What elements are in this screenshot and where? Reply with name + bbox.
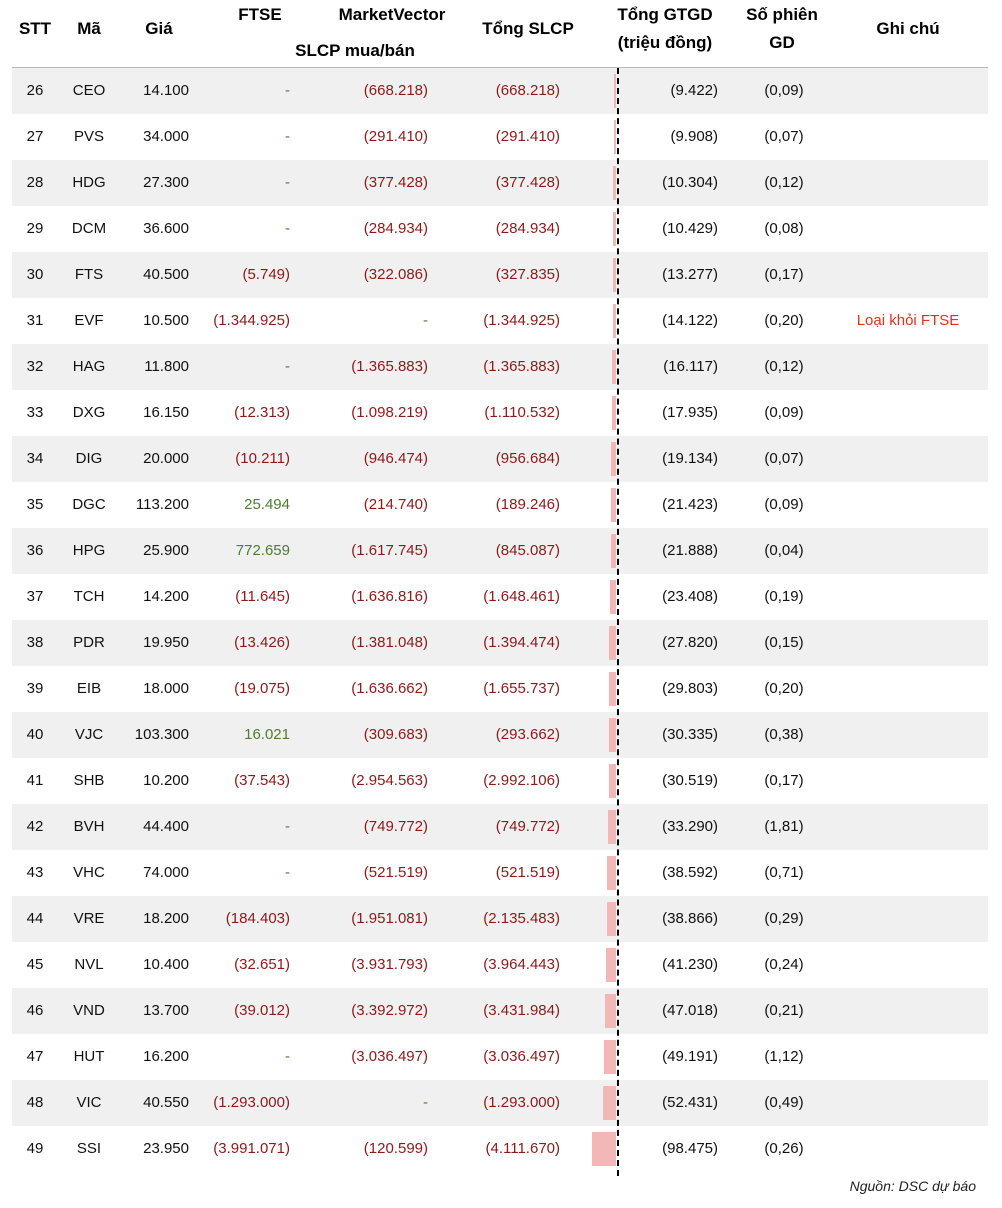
cell-tong-gtgd: (14.122) — [662, 312, 718, 329]
table-row — [12, 988, 988, 1034]
gtgd-bar — [613, 304, 616, 338]
gtgd-bar — [605, 994, 616, 1028]
cell-tong-slcp: (1.648.461) — [483, 588, 560, 605]
cell-tong-gtgd: (10.429) — [662, 220, 718, 237]
cell-stt: 39 — [26, 680, 44, 697]
cell-marketvector: (1.098.219) — [351, 404, 428, 421]
col-header-stt: STT — [18, 19, 52, 38]
cell-tong-gtgd: (13.277) — [662, 266, 718, 283]
cell-gia: 18.200 — [143, 910, 189, 927]
cell-ma: SHB — [73, 772, 105, 789]
cell-marketvector: (3.931.793) — [351, 956, 428, 973]
cell-ma: HPG — [72, 542, 106, 559]
cell-so-phien: (0,04) — [764, 542, 804, 559]
cell-marketvector: (1.636.662) — [351, 680, 428, 697]
cell-ma: HDG — [72, 174, 106, 191]
gtgd-bar — [606, 948, 616, 982]
cell-so-phien: (0,21) — [764, 1002, 804, 1019]
cell-stt: 41 — [26, 772, 44, 789]
cell-ma: NVL — [74, 956, 104, 973]
table-row — [12, 850, 988, 896]
cell-marketvector: (521.519) — [363, 864, 428, 881]
table-row — [12, 436, 988, 482]
cell-gia: 18.000 — [143, 680, 189, 697]
cell-so-phien: (0,29) — [764, 910, 804, 927]
cell-gia: 103.300 — [134, 726, 189, 743]
col-header-so-phien: Số phiên — [746, 5, 818, 24]
cell-tong-slcp: (291.410) — [495, 128, 560, 145]
gtgd-bar — [612, 396, 616, 430]
cell-stt: 42 — [26, 818, 44, 835]
cell-marketvector: (322.086) — [363, 266, 428, 283]
cell-tong-gtgd: (21.888) — [662, 542, 718, 559]
cell-ma: HUT — [73, 1048, 105, 1065]
gtgd-bar — [609, 718, 616, 752]
cell-ftse: (37.543) — [234, 772, 290, 789]
cell-stt: 28 — [26, 174, 44, 191]
cell-stt: 27 — [26, 128, 44, 145]
cell-so-phien: (1,81) — [764, 818, 804, 835]
cell-gia: 74.000 — [143, 864, 189, 881]
cell-ma: BVH — [73, 818, 105, 835]
cell-so-phien: (0,20) — [764, 680, 804, 697]
cell-marketvector: (1.381.048) — [351, 634, 428, 651]
data-table-body — [12, 68, 988, 1172]
cell-stt: 43 — [26, 864, 44, 881]
cell-ftse: (1.344.925) — [213, 312, 290, 329]
cell-tong-gtgd: (21.423) — [662, 496, 718, 513]
cell-marketvector: (3.392.972) — [351, 1002, 428, 1019]
cell-marketvector: (291.410) — [363, 128, 428, 145]
cell-ma: HAG — [72, 358, 106, 375]
cell-tong-slcp: (2.992.106) — [483, 772, 560, 789]
cell-so-phien: (0,07) — [764, 450, 804, 467]
cell-ftse: (3.991.071) — [213, 1140, 290, 1157]
cell-so-phien: (0,12) — [764, 174, 804, 191]
cell-stt: 40 — [26, 726, 44, 743]
cell-marketvector: (668.218) — [363, 82, 428, 99]
col-header-marketvector: MarketVector — [338, 5, 446, 24]
col-header-slcp-mua-ban: SLCP mua/bán — [295, 41, 415, 60]
cell-stt: 49 — [26, 1140, 44, 1157]
cell-gia: 44.400 — [143, 818, 189, 835]
col-header-tong-gtgd: Tổng GTGD — [617, 5, 713, 24]
col-header-ftse: FTSE — [238, 5, 282, 24]
table-row — [12, 804, 988, 850]
cell-marketvector: (3.036.497) — [351, 1048, 428, 1065]
cell-marketvector: (1.617.745) — [351, 542, 428, 559]
gtgd-bar — [592, 1132, 616, 1166]
cell-stt: 45 — [26, 956, 44, 973]
col-header-ma: Mã — [77, 19, 101, 38]
col-header-so-phien-gd: GD — [769, 33, 795, 52]
cell-tong-slcp: (1.110.532) — [484, 404, 560, 421]
cell-ftse: (5.749) — [242, 266, 290, 283]
cell-gia: 14.200 — [143, 588, 189, 605]
cell-tong-slcp: (3.964.443) — [483, 956, 560, 973]
cell-stt: 47 — [26, 1048, 44, 1065]
table-row — [12, 390, 988, 436]
cell-ma: FTS — [74, 266, 104, 283]
cell-ftse: 16.021 — [244, 726, 290, 743]
cell-ma: CEO — [72, 82, 106, 99]
cell-so-phien: (0,71) — [764, 864, 804, 881]
cell-tong-slcp: (3.431.984) — [483, 1002, 560, 1019]
cell-tong-gtgd: (33.290) — [662, 818, 718, 835]
cell-ma: TCH — [73, 588, 105, 605]
cell-marketvector: (946.474) — [363, 450, 428, 467]
gtgd-bar — [613, 212, 616, 246]
cell-ma: VIC — [76, 1094, 102, 1111]
cell-stt: 29 — [26, 220, 44, 237]
table-row — [12, 344, 988, 390]
cell-so-phien: (0,20) — [764, 312, 804, 329]
cell-ftse: (39.012) — [234, 1002, 290, 1019]
cell-ftse: (13.426) — [234, 634, 290, 651]
cell-tong-slcp: (189.246) — [495, 496, 560, 513]
cell-ftse: - — [285, 1048, 290, 1065]
cell-marketvector: (1.365.883) — [351, 358, 428, 375]
cell-marketvector: (1.636.816) — [351, 588, 428, 605]
cell-tong-gtgd: (41.230) — [662, 956, 718, 973]
cell-ftse: - — [285, 82, 290, 99]
gtgd-bar — [608, 810, 616, 844]
cell-tong-slcp: (1.344.925) — [483, 312, 560, 329]
cell-ftse: - — [285, 864, 290, 881]
cell-ftse: (12.313) — [234, 404, 290, 421]
cell-ma: EVF — [74, 312, 104, 329]
cell-tong-slcp: (3.036.497) — [483, 1048, 560, 1065]
cell-ftse: - — [285, 818, 290, 835]
cell-tong-slcp: (1.293.000) — [483, 1094, 560, 1111]
source-note: Nguồn: DSC dự báo — [849, 1178, 976, 1194]
table-row — [12, 1034, 988, 1080]
cell-stt: 33 — [26, 404, 44, 421]
cell-so-phien: (0,24) — [764, 956, 804, 973]
cell-tong-slcp: (956.684) — [495, 450, 560, 467]
cell-gia: 14.100 — [143, 82, 189, 99]
cell-gia: 40.500 — [143, 266, 189, 283]
cell-tong-gtgd: (9.908) — [670, 128, 718, 145]
cell-stt: 30 — [26, 266, 44, 283]
table-row — [12, 758, 988, 804]
cell-gia: 19.950 — [143, 634, 189, 651]
cell-ftse: 772.659 — [235, 542, 290, 559]
cell-ma: VRE — [73, 910, 105, 927]
cell-tong-slcp: (327.835) — [495, 266, 560, 283]
cell-so-phien: (0,07) — [764, 128, 804, 145]
cell-gia: 20.000 — [143, 450, 189, 467]
cell-marketvector: (214.740) — [363, 496, 428, 513]
cell-stt: 36 — [26, 542, 44, 559]
cell-gia: 23.950 — [143, 1140, 189, 1157]
gtgd-bar — [607, 902, 616, 936]
table-row — [12, 712, 988, 758]
cell-so-phien: (0,26) — [764, 1140, 804, 1157]
cell-stt: 31 — [26, 312, 44, 329]
cell-marketvector: (284.934) — [363, 220, 428, 237]
cell-gia: 36.600 — [143, 220, 189, 237]
cell-stt: 46 — [26, 1002, 44, 1019]
table-row — [12, 942, 988, 988]
cell-gia: 27.300 — [143, 174, 189, 191]
cell-ftse: (184.403) — [225, 910, 290, 927]
cell-ma: VND — [73, 1002, 105, 1019]
cell-tong-slcp: (293.662) — [495, 726, 560, 743]
cell-tong-gtgd: (98.475) — [662, 1140, 718, 1157]
cell-tong-gtgd: (16.117) — [663, 358, 718, 375]
cell-gia: 113.200 — [135, 496, 189, 513]
gtgd-bar — [611, 442, 616, 476]
cell-tong-gtgd: (9.422) — [670, 82, 718, 99]
cell-ma: DIG — [75, 450, 103, 467]
cell-tong-gtgd: (49.191) — [662, 1048, 718, 1065]
cell-ftse: (19.075) — [234, 680, 290, 697]
cell-tong-gtgd: (38.866) — [662, 910, 718, 927]
gtgd-bar — [607, 856, 616, 890]
cell-ma: VJC — [74, 726, 104, 743]
cell-tong-slcp: (1.365.883) — [483, 358, 560, 375]
table-row — [12, 666, 988, 712]
gtgd-bar — [611, 488, 616, 522]
cell-marketvector: (749.772) — [363, 818, 428, 835]
cell-gia: 25.900 — [143, 542, 189, 559]
cell-ghi-chu: Loại khỏi FTSE — [856, 312, 960, 329]
table-row — [12, 160, 988, 206]
cell-tong-slcp: (4.111.670) — [485, 1140, 560, 1157]
cell-tong-gtgd: (17.935) — [662, 404, 718, 421]
table-row — [12, 206, 988, 252]
col-header-gia: Giá — [145, 19, 173, 38]
gtgd-bar — [609, 626, 616, 660]
col-header-ghi-chu: Ghi chú — [876, 19, 940, 38]
cell-ma: DGC — [72, 496, 106, 513]
gtgd-bar — [609, 672, 616, 706]
table-row — [12, 1126, 988, 1172]
cell-so-phien: (0,08) — [764, 220, 804, 237]
gtgd-bar — [604, 1040, 616, 1074]
cell-tong-slcp: (749.772) — [495, 818, 560, 835]
cell-gia: 13.700 — [143, 1002, 189, 1019]
cell-ftse: - — [285, 220, 290, 237]
table-row — [12, 574, 988, 620]
cell-stt: 44 — [26, 910, 44, 927]
cell-ma: DXG — [72, 404, 106, 421]
cell-tong-gtgd: (19.134) — [662, 450, 718, 467]
cell-tong-gtgd: (27.820) — [662, 634, 718, 651]
cell-so-phien: (0,49) — [764, 1094, 804, 1111]
gtgd-bar — [613, 166, 616, 200]
cell-ma: SSI — [76, 1140, 102, 1157]
cell-tong-slcp: (1.655.737) — [483, 680, 560, 697]
cell-ma: DCM — [71, 220, 107, 237]
cell-ftse: (1.293.000) — [213, 1094, 290, 1111]
gtgd-bar — [614, 120, 616, 154]
cell-so-phien: (0,15) — [764, 634, 804, 651]
cell-gia: 10.200 — [143, 772, 189, 789]
cell-stt: 48 — [26, 1094, 44, 1111]
cell-tong-slcp: (1.394.474) — [483, 634, 560, 651]
cell-tong-gtgd: (52.431) — [662, 1094, 718, 1111]
cell-stt: 35 — [26, 496, 44, 513]
cell-stt: 38 — [26, 634, 44, 651]
cell-ma: EIB — [76, 680, 102, 697]
cell-tong-slcp: (521.519) — [495, 864, 560, 881]
cell-tong-gtgd: (47.018) — [662, 1002, 718, 1019]
cell-so-phien: (0,09) — [764, 404, 804, 421]
cell-marketvector: (120.599) — [363, 1140, 428, 1157]
table-row — [12, 620, 988, 666]
dashed-axis-line — [617, 68, 619, 1176]
cell-gia: 10.500 — [143, 312, 189, 329]
table-row — [12, 528, 988, 574]
cell-ftse: (32.651) — [234, 956, 290, 973]
cell-so-phien: (1,12) — [764, 1048, 804, 1065]
table-row — [12, 1080, 988, 1126]
cell-ftse: (10.211) — [235, 450, 290, 467]
cell-ftse: (11.645) — [235, 588, 290, 605]
table-row — [12, 114, 988, 160]
table-row — [12, 896, 988, 942]
cell-gia: 16.150 — [143, 404, 189, 421]
cell-tong-gtgd: (38.592) — [662, 864, 718, 881]
cell-so-phien: (0,17) — [764, 266, 804, 283]
cell-tong-gtgd: (29.803) — [662, 680, 718, 697]
cell-marketvector: (2.954.563) — [351, 772, 428, 789]
cell-gia: 11.800 — [144, 358, 189, 375]
gtgd-bar — [603, 1086, 616, 1120]
col-header-tong-gtgd-unit: (triệu đồng) — [617, 33, 713, 52]
table-row — [12, 298, 988, 344]
cell-marketvector: (377.428) — [363, 174, 428, 191]
cell-ftse: - — [285, 128, 290, 145]
cell-marketvector: (1.951.081) — [351, 910, 428, 927]
cell-marketvector: (309.683) — [363, 726, 428, 743]
cell-tong-slcp: (2.135.483) — [483, 910, 560, 927]
cell-ma: PVS — [73, 128, 104, 145]
cell-stt: 34 — [26, 450, 44, 467]
cell-so-phien: (0,17) — [764, 772, 804, 789]
cell-gia: 16.200 — [143, 1048, 189, 1065]
gtgd-bar — [614, 74, 616, 108]
cell-tong-slcp: (668.218) — [495, 82, 560, 99]
gtgd-bar — [612, 350, 616, 384]
cell-tong-slcp: (284.934) — [495, 220, 560, 237]
cell-stt: 37 — [26, 588, 44, 605]
gtgd-bar — [610, 580, 616, 614]
cell-gia: 10.400 — [143, 956, 189, 973]
table-row — [12, 68, 988, 114]
table-row — [12, 482, 988, 528]
col-header-tong-slcp: Tổng SLCP — [482, 19, 574, 38]
cell-tong-slcp: (845.087) — [495, 542, 560, 559]
cell-ma: PDR — [73, 634, 105, 651]
cell-marketvector: - — [423, 312, 428, 329]
cell-so-phien: (0,12) — [764, 358, 804, 375]
cell-so-phien: (0,09) — [764, 496, 804, 513]
gtgd-bar — [611, 534, 616, 568]
cell-ma: VHC — [73, 864, 105, 881]
gtgd-bar — [613, 258, 616, 292]
cell-ftse: 25.494 — [244, 496, 290, 513]
cell-tong-gtgd: (30.335) — [662, 726, 718, 743]
gtgd-bar — [609, 764, 616, 798]
cell-gia: 40.550 — [143, 1094, 189, 1111]
cell-tong-slcp: (377.428) — [495, 174, 560, 191]
cell-marketvector: - — [423, 1094, 428, 1111]
cell-stt: 26 — [26, 82, 44, 99]
cell-tong-gtgd: (30.519) — [662, 772, 718, 789]
table-row — [12, 252, 988, 298]
cell-gia: 34.000 — [143, 128, 189, 145]
cell-so-phien: (0,19) — [764, 588, 804, 605]
cell-tong-gtgd: (10.304) — [662, 174, 718, 191]
cell-ftse: - — [285, 174, 290, 191]
cell-tong-gtgd: (23.408) — [662, 588, 718, 605]
cell-so-phien: (0,09) — [764, 82, 804, 99]
cell-ftse: - — [285, 358, 290, 375]
cell-stt: 32 — [26, 358, 44, 375]
cell-so-phien: (0,38) — [764, 726, 804, 743]
